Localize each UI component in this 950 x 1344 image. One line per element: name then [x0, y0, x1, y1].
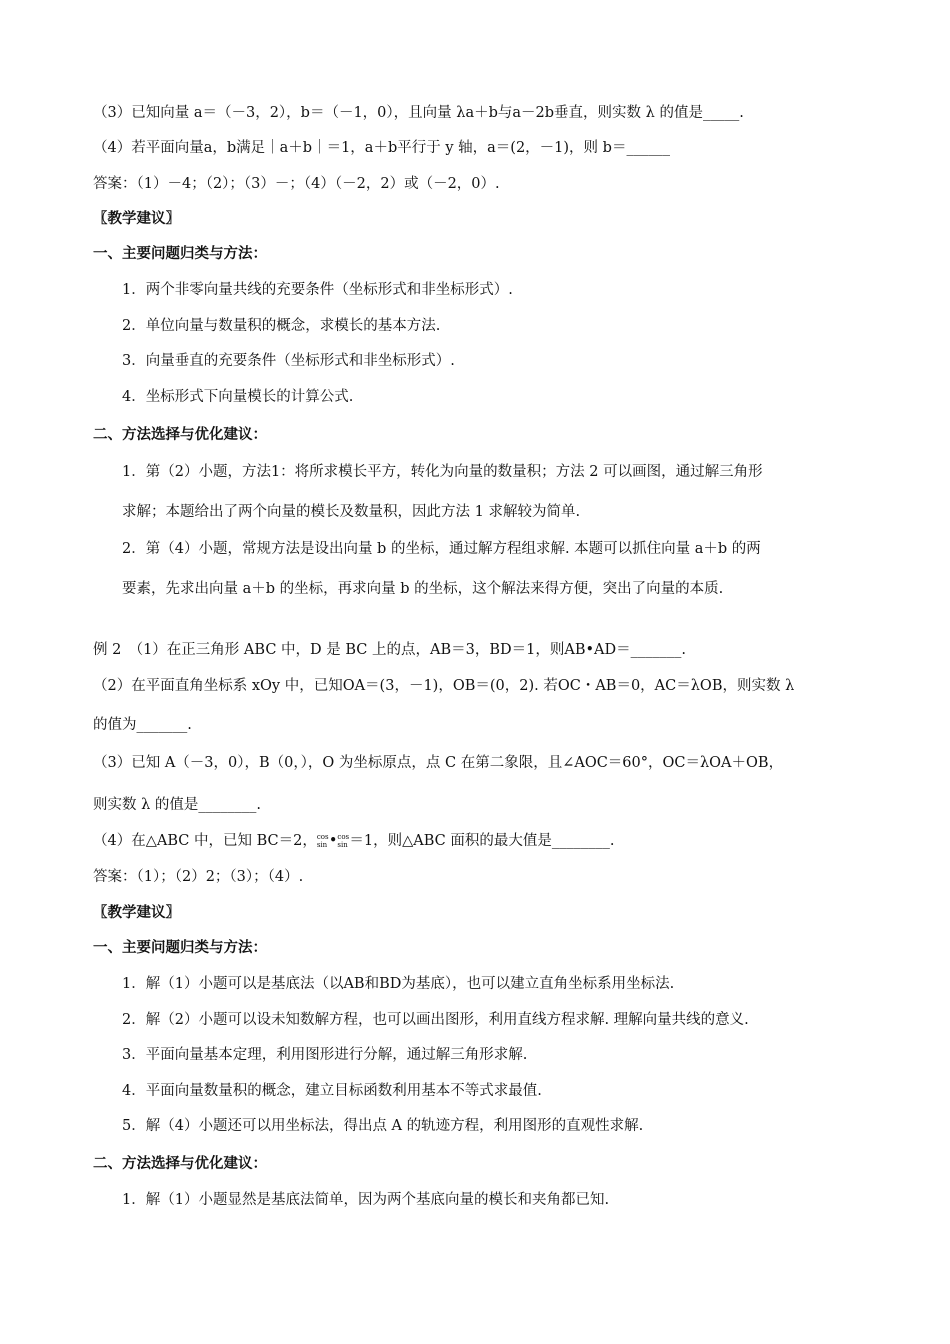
part-4-suffix: ＝1，则△ABC 面积的最大值是________. [349, 833, 615, 849]
section-heading-methods: 二、方法选择与优化建议： [93, 1155, 267, 1172]
list-item: 3．向量垂直的充要条件（坐标形式和非坐标形式）. [122, 353, 455, 369]
example-2-part-1: 例 2 （1）在正三角形 ABC 中，D 是 BC 上的点，AB＝3，BD＝1，则AB•AD＝_______. [93, 642, 686, 658]
question-3: （3）已知向量 a＝（－3，2），b＝（－1，0），且向量 λa＋b与a－2b垂直，则实数 λ 的值是_____. [93, 105, 744, 121]
method-paragraph: 2．第（4）小题，常规方法是设出向量 b 的坐标，通过解方程组求解. 本题可以抓住向量 a＋b 的两 [122, 541, 761, 557]
example-2-answer: 答案：（1）；（2）2；（3）；（4）. [93, 869, 304, 885]
dot-operator: • [328, 833, 338, 849]
method-paragraph-cont: 要素，先求出向量 a＋b 的坐标，再求向量 b 的坐标，这个解法来得方便，突出了向量的本质. [122, 581, 724, 597]
list-item: 5．解（4）小题还可以用坐标法，得出点 A 的轨迹方程，利用图形的直观性求解. [122, 1118, 644, 1134]
example-2-part-3: （3）已知 A（－3，0），B（0，），O 为坐标原点，点 C 在第二象限，且∠AOC＝60°，OC＝λOA＋OB， [93, 755, 784, 771]
list-item: 4．坐标形式下向量模长的计算公式. [122, 389, 354, 405]
fraction-mark: cos sin [316, 833, 329, 849]
example-2-part-2: （2）在平面直角坐标系 xOy 中，已知OA＝(3，－1)，OB＝(0，2). 若OC・AB＝0，AC＝λOB，则实数 λ [93, 678, 795, 694]
method-paragraph: 1．解（1）小题显然是基底法简单，因为两个基底向量的模长和夹角都已知. [122, 1192, 610, 1208]
teaching-suggestion-heading: 〖教学建议〗 [93, 210, 180, 227]
example-2-part-3-cont: 则实数 λ 的值是________. [93, 797, 262, 813]
teaching-suggestion-heading: 〖教学建议〗 [93, 904, 180, 921]
fraction-mark: cos sin [337, 833, 350, 849]
list-item: 2．单位向量与数量积的概念，求模长的基本方法. [122, 318, 441, 334]
section-heading-problems: 一、主要问题归类与方法： [93, 245, 267, 262]
answer-line: 答案：（1）－4；（2）；（3）－；（4）（－2，2）或（－2，0）. [93, 176, 500, 192]
method-paragraph: 1．第（2）小题，方法1：将所求模长平方，转化为向量的数量积；方法 2 可以画图，通过解三角形 [122, 464, 763, 480]
list-item: 2．解（2）小题可以设未知数解方程，也可以画出图形，利用直线方程求解. 理解向量共线的意义. [122, 1012, 749, 1028]
list-item: 3．平面向量基本定理，利用图形进行分解，通过解三角形求解. [122, 1047, 528, 1063]
question-4: （4）若平面向量a，b满足｜a＋b｜＝1，a＋b平行于 y 轴，a＝(2，－1)，则 b＝______ [93, 140, 670, 156]
part-4-prefix: （4）在△ABC 中，已知 BC＝2， [93, 833, 317, 849]
section-heading-problems: 一、主要问题归类与方法： [93, 939, 267, 956]
example-2-part-4 [93, 831, 615, 851]
method-paragraph-cont: 求解；本题给出了两个向量的模长及数量积，因此方法 1 求解较为简单. [122, 504, 581, 520]
example-2-part-2-cont: 的值为_______. [93, 717, 192, 733]
list-item: 1．解（1）小题可以是基底法（以AB和BD为基底），也可以建立直角坐标系用坐标法. [122, 976, 675, 992]
section-heading-methods: 二、方法选择与优化建议： [93, 426, 267, 443]
list-item: 1．两个非零向量共线的充要条件（坐标形式和非坐标形式）. [122, 282, 513, 298]
list-item: 4．平面向量数量积的概念，建立目标函数利用基本不等式求最值. [122, 1083, 542, 1099]
